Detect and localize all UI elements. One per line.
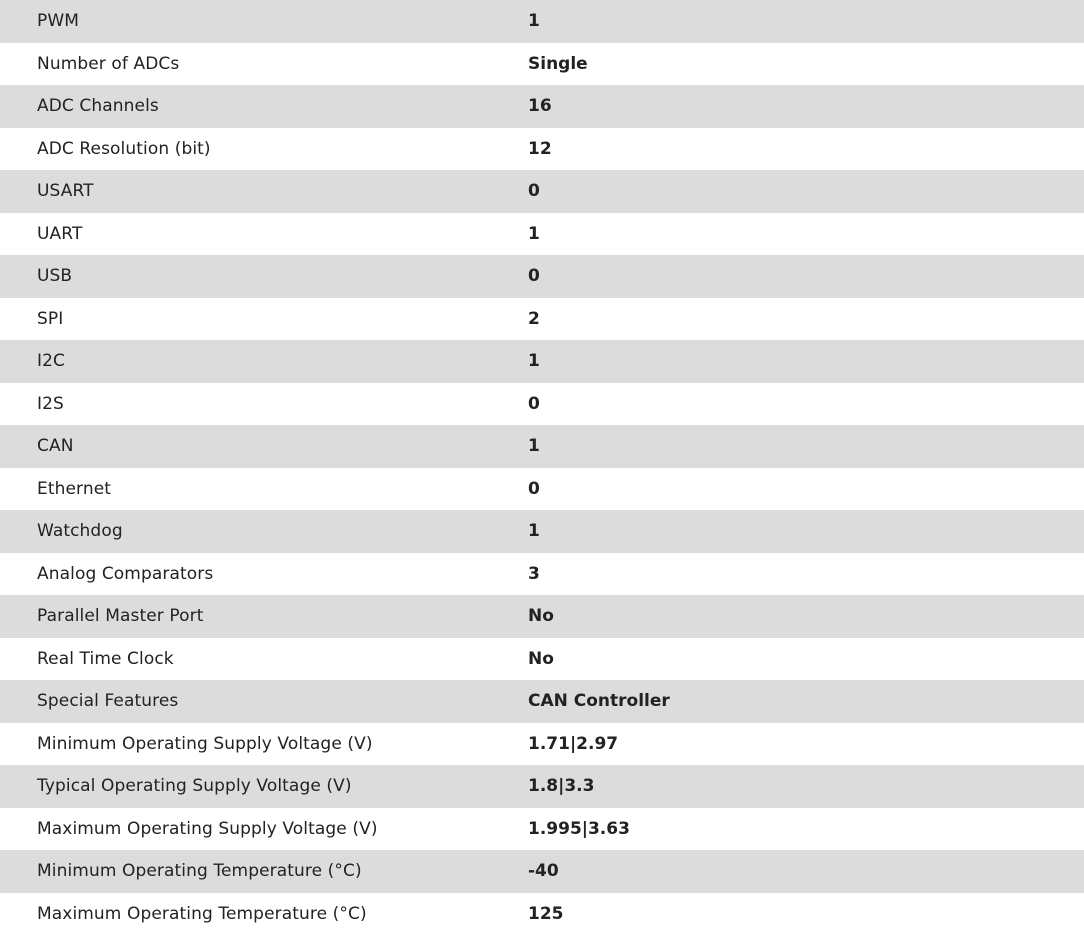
spec-label: Minimum Operating Temperature (°C) — [0, 850, 528, 893]
spec-row-min-operating-temperature — [0, 850, 1084, 893]
spec-value: 16 — [528, 85, 1084, 128]
spec-value: 1 — [528, 213, 1084, 256]
spec-row-spi — [0, 298, 1084, 341]
spec-value: 3 — [528, 553, 1084, 596]
spec-value: 12 — [528, 128, 1084, 171]
spec-label: CAN — [0, 425, 528, 468]
spec-row-special-features — [0, 680, 1084, 723]
spec-value: 0 — [528, 468, 1084, 511]
spec-label: Parallel Master Port — [0, 595, 528, 638]
spec-value: Single — [528, 43, 1084, 86]
spec-row-i2s — [0, 383, 1084, 426]
spec-value: 0 — [528, 170, 1084, 213]
spec-value: 2 — [528, 298, 1084, 341]
spec-label: SPI — [0, 298, 528, 341]
spec-row-can — [0, 425, 1084, 468]
spec-value: 1.71|2.97 — [528, 723, 1084, 766]
spec-label: Maximum Operating Temperature (°C) — [0, 893, 528, 935]
spec-label: Typical Operating Supply Voltage (V) — [0, 765, 528, 808]
spec-value: -40 — [528, 850, 1084, 893]
spec-row-real-time-clock — [0, 638, 1084, 681]
spec-label: I2C — [0, 340, 528, 383]
spec-row-i2c — [0, 340, 1084, 383]
spec-label: Analog Comparators — [0, 553, 528, 596]
spec-label: Maximum Operating Supply Voltage (V) — [0, 808, 528, 851]
spec-row-watchdog — [0, 510, 1084, 553]
spec-row-usart — [0, 170, 1084, 213]
spec-value: 125 — [528, 893, 1084, 935]
spec-row-adc-channels — [0, 85, 1084, 128]
spec-label: Ethernet — [0, 468, 528, 511]
spec-row-parallel-master-port — [0, 595, 1084, 638]
spec-value: 0 — [528, 255, 1084, 298]
spec-label: USART — [0, 170, 528, 213]
spec-row-ethernet — [0, 468, 1084, 511]
spec-value: 1 — [528, 0, 1084, 43]
spec-row-max-supply-voltage — [0, 808, 1084, 851]
spec-row-uart — [0, 213, 1084, 256]
spec-row-max-operating-temperature — [0, 893, 1084, 935]
spec-value: CAN Controller — [528, 680, 1084, 723]
spec-label: UART — [0, 213, 528, 256]
spec-value: 1.8|3.3 — [528, 765, 1084, 808]
spec-row-usb — [0, 255, 1084, 298]
spec-row-number-of-adcs — [0, 43, 1084, 86]
spec-value: 0 — [528, 383, 1084, 426]
spec-label: I2S — [0, 383, 528, 426]
spec-label: Minimum Operating Supply Voltage (V) — [0, 723, 528, 766]
spec-row-typical-supply-voltage — [0, 765, 1084, 808]
spec-row-adc-resolution — [0, 128, 1084, 171]
spec-value: 1 — [528, 510, 1084, 553]
spec-value: No — [528, 638, 1084, 681]
spec-value: 1 — [528, 425, 1084, 468]
spec-label: Number of ADCs — [0, 43, 528, 86]
spec-value: 1.995|3.63 — [528, 808, 1084, 851]
spec-row-analog-comparators — [0, 553, 1084, 596]
spec-label: PWM — [0, 0, 528, 43]
spec-label: Watchdog — [0, 510, 528, 553]
spec-label: ADC Channels — [0, 85, 528, 128]
spec-label: Real Time Clock — [0, 638, 528, 681]
spec-value: No — [528, 595, 1084, 638]
spec-value: 1 — [528, 340, 1084, 383]
spec-label: ADC Resolution (bit) — [0, 128, 528, 171]
spec-row-min-supply-voltage — [0, 723, 1084, 766]
spec-label: Special Features — [0, 680, 528, 723]
spec-row-pwm — [0, 0, 1084, 43]
spec-label: USB — [0, 255, 528, 298]
